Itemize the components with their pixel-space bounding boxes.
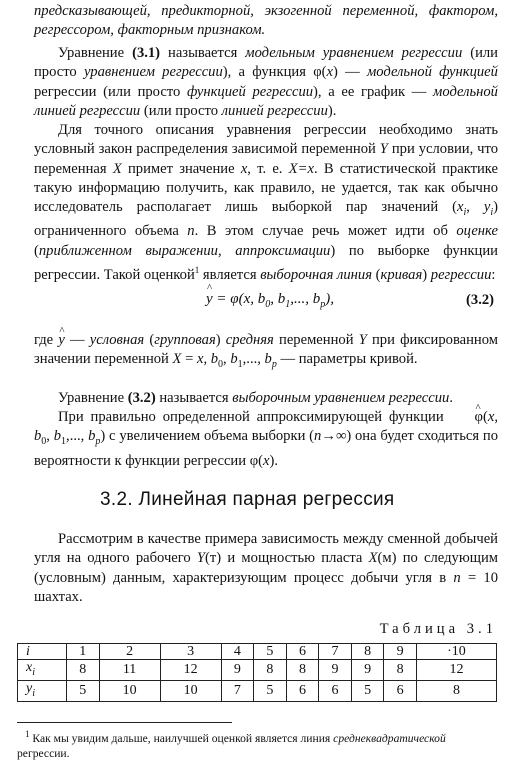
term: функцией регрессии — [186, 83, 314, 100]
paragraph-sample-equation: Уравнение (3.2) называется выборочным уравнением регрессии. — [58, 390, 454, 406]
table-cell: 9 — [319, 660, 352, 681]
term: условная — [89, 332, 145, 348]
table-cell: 4 — [221, 644, 254, 660]
term: средняя — [225, 332, 274, 348]
term: кривая — [380, 266, 423, 283]
table-cell: ·10 — [416, 644, 496, 660]
term: линией регрессии — [221, 102, 328, 119]
table-cell: 8 — [384, 660, 417, 681]
term: уравнением регрессии — [84, 64, 223, 81]
table-cell: 3 — [160, 644, 221, 660]
equation-reference: (3.2) — [127, 390, 156, 406]
table-cell: 10 — [99, 680, 160, 701]
table-cell: 5 — [67, 680, 100, 701]
table-cell: 8 — [416, 680, 496, 701]
table-row — [18, 660, 497, 681]
equation-reference: (3.1) — [132, 45, 161, 61]
term: выборочная линия — [260, 266, 372, 283]
term: оценке — [456, 223, 498, 240]
table-cell: 9 — [221, 660, 254, 681]
row-header: $x_i$ — [18, 660, 67, 681]
section-heading: 3.2. Линейная парная регрессия — [100, 489, 395, 510]
paragraph-model-equation: Уравнение (3.1) называется модельным уравнением регрессии (или просто уравнением регрессии), а функция φ(x) — модельной функцией регрессии (или просто функцией регрессии), а ее график — модельной линией регрессии (или просто линией регрессии). — [34, 45, 498, 119]
term: групповая — [154, 332, 216, 348]
table-cell: 10 — [160, 680, 221, 701]
table-cell: 8 — [286, 660, 319, 681]
row-header: i — [18, 644, 67, 660]
equation-3-2 — [34, 289, 498, 315]
table-caption: Таблица 3.1 — [379, 621, 497, 637]
paragraph-example: Рассмотрим в качестве примера зависимость между сменной добычей угля на одного рабочего Y(т) и мощностью пласта X(м) по следующим (условным) данным, характеризующим процесс добычи угля в n = 10 шахтах. — [34, 531, 499, 605]
paragraph-convergence: При правильно определенной аппроксимирующей функции ^ φ(x, $b_0$, $b_1$,..., $b_p$) с увеличением объема выборки (n→∞) она будет сходиться по вероятности к функции регрессии φ(x). — [34, 408, 498, 471]
paragraph-text: предсказывающей, предикторной, экзогенной переменной, фактором, регрессором, факторным признаком. — [34, 3, 498, 39]
table-cell: 5 — [254, 680, 287, 701]
table-row — [18, 680, 497, 701]
table-cell: 6 — [384, 680, 417, 701]
term: модельным уравнением регрессии — [245, 45, 463, 61]
term: выборочным уравнением регрессии — [232, 390, 450, 406]
table-cell: 6 — [286, 680, 319, 701]
table-cell: 7 — [221, 680, 254, 701]
footnote-divider — [17, 722, 232, 723]
term: модельной линией регрессии — [34, 83, 498, 119]
table-cell: 8 — [254, 660, 287, 681]
equation-number: (3.2) — [466, 292, 494, 308]
table-row — [18, 644, 497, 660]
paragraph-where: где ^ y — условная (групповая) средняя переменной Y при фиксированном значении переменной X = x, $b_0$, $b_1$,..., $b_p$ — параметры кривой. — [34, 331, 498, 375]
table-cell: 6 — [319, 680, 352, 701]
table-cell: 8 — [67, 660, 100, 681]
row-header: $y_i$ — [18, 680, 67, 701]
table-cell: 12 — [160, 660, 221, 681]
paragraph-continuation — [34, 2, 498, 41]
table-cell: 7 — [319, 644, 352, 660]
footnote-marker[interactable]: 1 — [194, 264, 200, 275]
table-cell: 5 — [351, 680, 384, 701]
table-cell: 5 — [254, 644, 287, 660]
paragraph-regression-description: Для точного описания уравнения регрессии необходимо знать условный закон распределения зависимой переменной Y при условии, что переменная X примет значение x, т. е. X=x. В статистической практике такую информацию получить, как правило, не удается, так как обычно исследователь располагает лишь выборкой пар значений ($x_i$, $y_i$) ограниченного объема n. В этом случае речь может идти об оценке (приближенном выражении, аппроксимации) по выборке функции регрессии. Такой оценкой$^1$ является выборочная линия (кривая) регрессии: — [34, 122, 498, 283]
equation-formula: ^ y = φ(x, $b_0$, $b_1$,..., $b_p$), — [206, 291, 334, 310]
data-table — [17, 643, 497, 702]
term: регрессии — [430, 266, 492, 283]
term: модельной функцией — [366, 64, 498, 81]
table-cell: 11 — [99, 660, 160, 681]
table-cell: 1 — [67, 644, 100, 660]
table-cell: 8 — [351, 644, 384, 660]
table-cell: 9 — [351, 660, 384, 681]
footnote: $^1$ Как мы увидим дальше, наилучшей оценкой является линия среднеквадратической регрессии. — [17, 729, 446, 760]
term: среднеквадратической — [333, 731, 446, 745]
table-cell: 12 — [416, 660, 496, 681]
table-cell: 6 — [286, 644, 319, 660]
table-cell: 2 — [99, 644, 160, 660]
table-cell: 9 — [384, 644, 417, 660]
term: приближенном выражении, аппроксимации — [38, 242, 331, 259]
